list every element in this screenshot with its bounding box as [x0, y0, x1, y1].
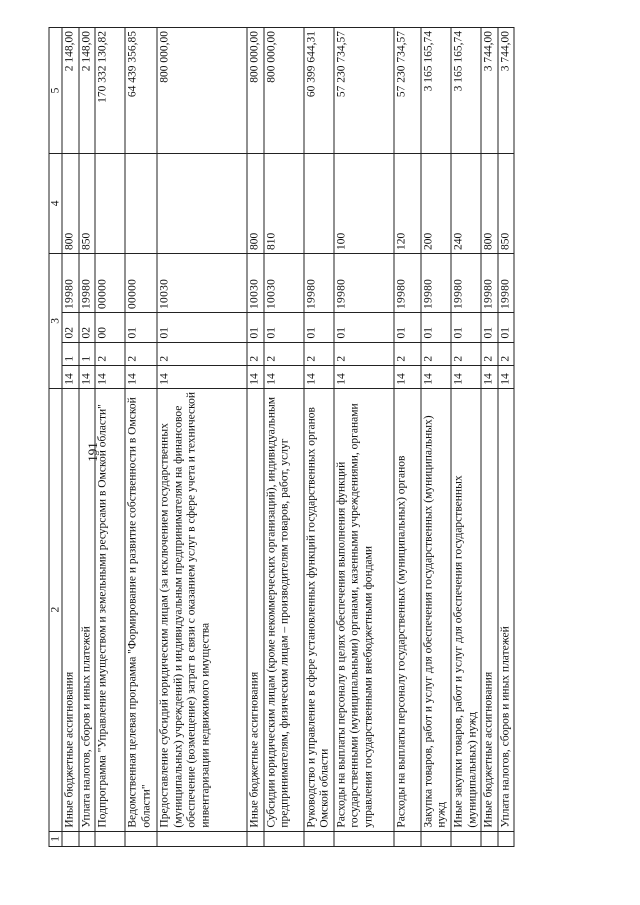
row-expense-type: 850: [79, 153, 96, 253]
row-expense-type: 800: [62, 153, 79, 253]
row-expense-type: 850: [498, 153, 515, 253]
row-code-subprogram: 01: [394, 313, 421, 343]
row-expense-type: [157, 153, 247, 253]
row-amount: 800 000,00: [247, 28, 264, 154]
row-blank-cell: [481, 831, 498, 846]
row-amount: 64 439 356,85: [125, 28, 157, 154]
row-name: Руководство и управление в сфере установленных функций государственных органов Омской области: [304, 388, 334, 831]
row-code-program: 2: [394, 342, 421, 365]
row-expense-type: 240: [451, 153, 481, 253]
row-blank-cell: [394, 831, 421, 846]
row-code-subprogram: 01: [334, 313, 394, 343]
row-name: Иные бюджетные ассигнования: [62, 388, 79, 831]
row-code-direction: 19980: [498, 253, 515, 312]
row-code-program: 2: [481, 342, 498, 365]
table-row: [157, 28, 247, 847]
row-amount: 3 744,00: [498, 28, 515, 154]
row-blank-cell: [247, 831, 264, 846]
budget-table: [49, 27, 515, 847]
page-number: 191: [85, 442, 100, 462]
row-code-section: 14: [481, 365, 498, 388]
row-blank-cell: [62, 831, 79, 846]
table-row: [481, 28, 498, 847]
row-amount: 57 230 734,57: [394, 28, 421, 154]
row-code-section: 14: [451, 365, 481, 388]
row-code-section: 14: [247, 365, 264, 388]
row-amount: 3 165 165,74: [421, 28, 451, 154]
row-blank-cell: [157, 831, 247, 846]
row-code-direction: 00000: [125, 253, 157, 312]
row-code-section: 14: [125, 365, 157, 388]
row-code-program: 2: [125, 342, 157, 365]
row-code-direction: 10030: [157, 253, 247, 312]
row-code-section: 14: [95, 365, 125, 388]
row-expense-type: 810: [264, 153, 304, 253]
row-blank-cell: [304, 831, 334, 846]
table-row: [79, 28, 96, 847]
row-code-program: 2: [334, 342, 394, 365]
row-code-subprogram: 01: [247, 313, 264, 343]
row-name: Расходы на выплаты персоналу государственных (муниципальных) органов: [394, 388, 421, 831]
row-code-subprogram: 01: [421, 313, 451, 343]
table-body: [62, 28, 514, 847]
row-name: Уплата налогов, сборов и иных платежей: [79, 388, 96, 831]
row-expense-type: 100: [334, 153, 394, 253]
row-blank-cell: [421, 831, 451, 846]
row-code-program: 2: [95, 342, 125, 365]
row-code-subprogram: 01: [304, 313, 334, 343]
row-amount: 2 148,00: [62, 28, 79, 154]
row-code-program: 2: [451, 342, 481, 365]
row-amount: 60 399 644,31: [304, 28, 334, 154]
row-name: Ведомственная целевая программа "Формирование и развитие собственности в Омской области": [125, 388, 157, 831]
row-code-direction: 19980: [62, 253, 79, 312]
table-row: [62, 28, 79, 847]
row-code-direction: 19980: [334, 253, 394, 312]
row-code-subprogram: 01: [157, 313, 247, 343]
row-code-direction: 19980: [304, 253, 334, 312]
row-blank-cell: [79, 831, 96, 846]
row-amount: 800 000,00: [264, 28, 304, 154]
row-code-section: 14: [79, 365, 96, 388]
row-name: Закупка товаров, работ и услуг для обеспечения государственных (муниципальных) нужд: [421, 388, 451, 831]
row-code-program: 2: [247, 342, 264, 365]
row-name: Подпрограмма "Управление имуществом и земельными ресурсами в Омской области": [95, 388, 125, 831]
row-code-direction: 19980: [421, 253, 451, 312]
table-header: [49, 28, 62, 847]
row-blank-cell: [95, 831, 125, 846]
header-col3: 3: [49, 253, 62, 388]
row-expense-type: 120: [394, 153, 421, 253]
row-code-section: 14: [304, 365, 334, 388]
row-expense-type: 200: [421, 153, 451, 253]
row-code-subprogram: 02: [62, 313, 79, 343]
table-row: [247, 28, 264, 847]
row-amount: 2 148,00: [79, 28, 96, 154]
row-code-direction: 19980: [79, 253, 96, 312]
row-blank-cell: [498, 831, 515, 846]
row-code-subprogram: 01: [264, 313, 304, 343]
row-code-program: 2: [421, 342, 451, 365]
table-row: [394, 28, 421, 847]
table-row: [421, 28, 451, 847]
row-code-section: 14: [394, 365, 421, 388]
row-expense-type: [125, 153, 157, 253]
row-amount: 3 744,00: [481, 28, 498, 154]
row-code-program: 2: [304, 342, 334, 365]
row-name: Предоставление субсидий юридическим лицам (за исключением государственных (муниципальных) учреждений) и индивидуальным предпринимателям на финансовое обеспечение (возмещение) затрат в связи с оказанием услуг в сфере учета и технической инвентаризации недвижимого имущества: [157, 388, 247, 831]
rotated-page: [49, 27, 592, 847]
row-code-subprogram: 01: [498, 313, 515, 343]
row-code-section: 14: [157, 365, 247, 388]
row-code-section: 14: [334, 365, 394, 388]
table-row: [264, 28, 304, 847]
row-code-section: 14: [498, 365, 515, 388]
row-amount: 170 332 130,82: [95, 28, 125, 154]
table-row: [451, 28, 481, 847]
table-row: [334, 28, 394, 847]
table-row: [95, 28, 125, 847]
row-name: Расходы на выплаты персоналу в целях обеспечения выполнения функций государственными (муниципальными) органами, казенными учреждениями, органами управления государственными внебюджетными фондами: [334, 388, 394, 831]
row-code-section: 14: [421, 365, 451, 388]
row-code-program: 2: [264, 342, 304, 365]
row-code-subprogram: 00: [95, 313, 125, 343]
row-code-subprogram: 01: [125, 313, 157, 343]
row-amount: 800 000,00: [157, 28, 247, 154]
row-blank-cell: [264, 831, 304, 846]
row-name: Иные бюджетные ассигнования: [481, 388, 498, 831]
row-code-program: 1: [79, 342, 96, 365]
row-expense-type: 800: [481, 153, 498, 253]
row-code-subprogram: 01: [451, 313, 481, 343]
row-code-subprogram: 02: [79, 313, 96, 343]
row-name: Субсидии юридическим лицам (кроме некоммерческих организаций), индивидуальным предпринимателям, физическим лицам – производителям товаров, работ, услуг: [264, 388, 304, 831]
row-expense-type: [95, 153, 125, 253]
table-row: [125, 28, 157, 847]
row-code-direction: 19980: [451, 253, 481, 312]
row-amount: 3 165 165,74: [451, 28, 481, 154]
row-name: Уплата налогов, сборов и иных платежей: [498, 388, 515, 831]
row-blank-cell: [451, 831, 481, 846]
header-col5: 5: [49, 28, 62, 154]
row-code-subprogram: 01: [481, 313, 498, 343]
row-code-program: 2: [157, 342, 247, 365]
header-col2: 2: [49, 388, 62, 831]
row-blank-cell: [334, 831, 394, 846]
row-name: Иные закупки товаров, работ и услуг для обеспечения государственных (муниципальных) нужд: [451, 388, 481, 831]
row-expense-type: 800: [247, 153, 264, 253]
row-name: Иные бюджетные ассигнования: [247, 388, 264, 831]
table-row: [498, 28, 515, 847]
row-blank-cell: [125, 831, 157, 846]
row-code-direction: 19980: [394, 253, 421, 312]
row-code-direction: 10030: [264, 253, 304, 312]
table-row: [304, 28, 334, 847]
row-code-program: 1: [62, 342, 79, 365]
header-col4: 4: [49, 153, 62, 253]
row-code-section: 14: [62, 365, 79, 388]
row-code-section: 14: [264, 365, 304, 388]
row-expense-type: [304, 153, 334, 253]
row-code-program: 2: [498, 342, 515, 365]
row-code-direction: 19980: [481, 253, 498, 312]
row-code-direction: 00000: [95, 253, 125, 312]
row-amount: 57 230 734,57: [334, 28, 394, 154]
header-col1: 1: [49, 831, 62, 846]
row-code-direction: 10030: [247, 253, 264, 312]
